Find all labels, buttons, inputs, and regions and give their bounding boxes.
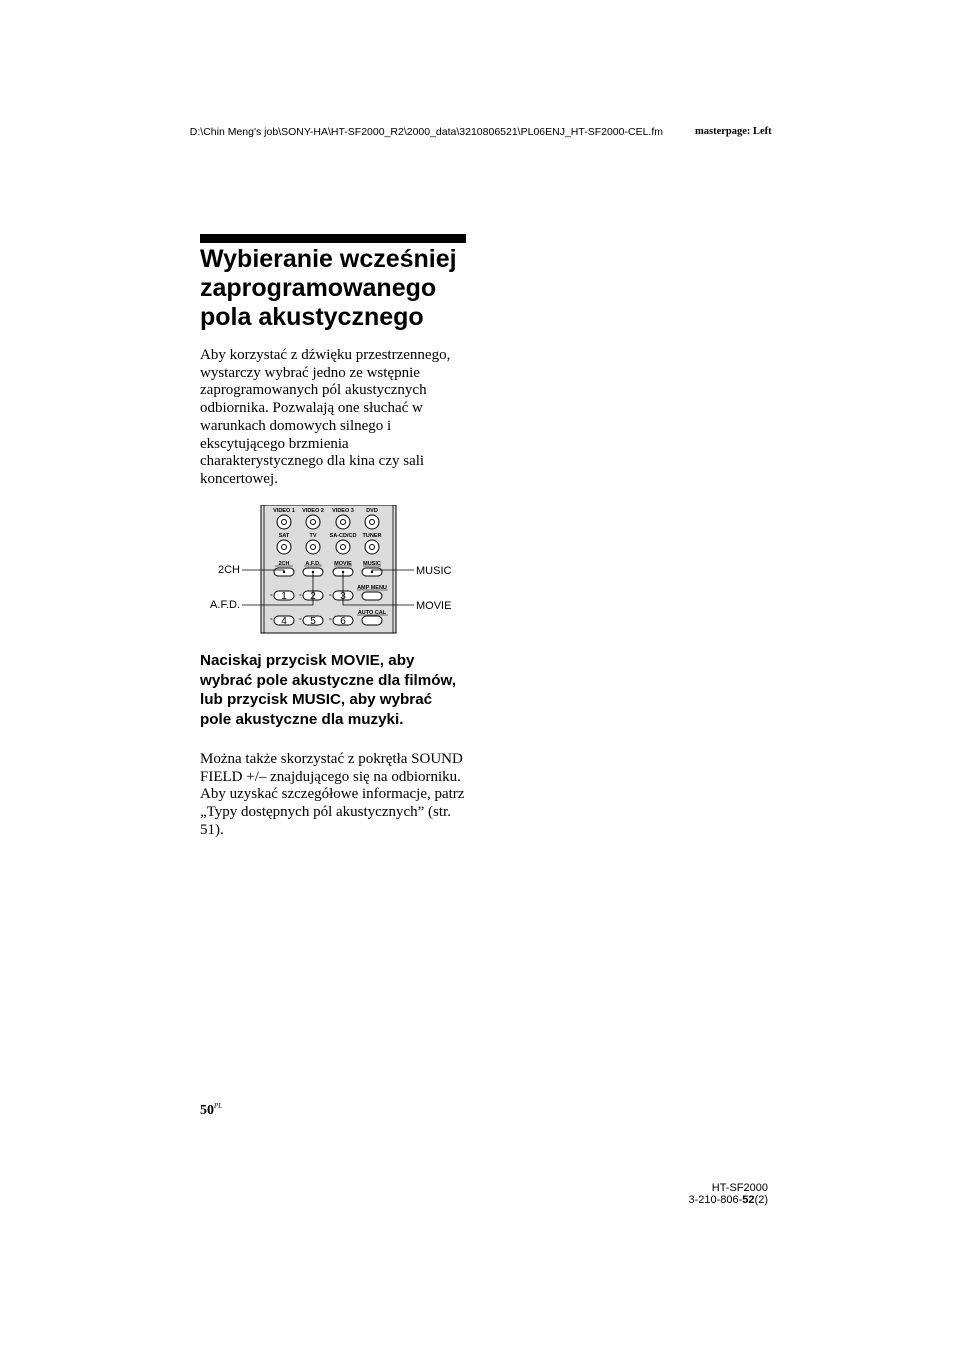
note-line-1: Można także skorzystać z pokrętła SOUND FIELD +/– znajdującego się na odbiorniku. xyxy=(200,751,463,785)
svg-text:°: ° xyxy=(299,618,302,625)
video1-button xyxy=(277,515,291,529)
num-5-label: 5 xyxy=(310,616,316,627)
label-video2: VIDEO 2 xyxy=(302,508,324,514)
callout-2ch: 2CH xyxy=(217,564,240,576)
page-number-value: 50 xyxy=(200,1103,214,1118)
num-2-label: 2 xyxy=(310,591,316,602)
video3-button xyxy=(336,515,350,529)
page-number xyxy=(200,1102,222,1119)
footer-model: HT-SF2000 xyxy=(711,1182,768,1194)
sacd-button xyxy=(336,540,350,554)
auto-cal-button xyxy=(362,616,382,625)
label-tv: TV xyxy=(309,533,317,539)
label-sat: SAT xyxy=(278,533,290,539)
label-auto-cal: AUTO CAL xyxy=(357,610,387,616)
dvd-button xyxy=(365,515,379,529)
label-afd: A.F.D. xyxy=(305,561,321,567)
amp-menu-button xyxy=(362,592,382,600)
label-video1: VIDEO 1 xyxy=(273,508,295,514)
svg-text:°: ° xyxy=(329,594,332,601)
title-rule xyxy=(200,234,466,243)
callout-movie: MOVIE xyxy=(416,600,452,612)
masterpage-label: masterpage: Left xyxy=(695,126,772,137)
callout-afd: A.F.D. xyxy=(210,599,240,611)
svg-text:°: ° xyxy=(270,618,273,625)
num-3-label: 3 xyxy=(340,591,346,602)
label-sacd: SA-CD/CD xyxy=(329,533,357,539)
footer-part-number: 3-210-806-52(2) xyxy=(688,1194,768,1206)
footer-code xyxy=(600,1182,768,1206)
tv-button xyxy=(306,540,320,554)
label-dvd: DVD xyxy=(366,508,378,514)
svg-text:°: ° xyxy=(299,594,302,601)
label-2ch: 2CH xyxy=(278,561,290,567)
label-tuner: TUNER xyxy=(362,533,382,539)
intro-paragraph: Aby korzystać z dźwięku przestrzennego, wystarczy wybrać jedno ze wstępnie zaprogramowanych pól akustycznych odbiornika. Pozwalają one słuchać w warunkach domowych silnego i ekscytującego brzmienia charakterystycznego dla kina czy sali koncertowej. xyxy=(200,347,451,487)
note-paragraph xyxy=(200,751,468,840)
num-1-label: 1 xyxy=(281,591,287,602)
label-movie: MOVIE xyxy=(334,561,352,567)
label-amp-menu: AMP MENU xyxy=(357,585,387,591)
svg-text:°: ° xyxy=(329,618,332,625)
label-music: MUSIC xyxy=(363,561,381,567)
num-6-label: 6 xyxy=(340,616,346,627)
callout-music: MUSIC xyxy=(416,565,452,577)
video2-button xyxy=(306,515,320,529)
page-title: Wybieranie wcześniej zaprogramowanego pola akustycznego xyxy=(200,245,457,331)
file-path-header: D:\Chin Meng's job\SONY-HA\HT-SF2000_R2\2000_data\3210806521\PL06ENJ_HT-SF2000-CEL.fm xyxy=(189,126,663,138)
label-video3: VIDEO 3 xyxy=(332,508,354,514)
sat-button xyxy=(277,540,291,554)
note-line-2: Aby uzyskać szczegółowe informacje, patrz „Typy dostępnych pól akustycznych” (str. 51). xyxy=(200,786,465,838)
num-4-label: 4 xyxy=(281,616,287,627)
page-lang: PL xyxy=(214,1102,223,1110)
tuner-button xyxy=(365,540,379,554)
remote-control-illustration xyxy=(200,505,470,635)
step-instruction: Naciskaj przycisk MOVIE, aby wybrać pole akustyczne dla filmów, lub przycisk MUSIC, aby wybrać pole akustyczne dla muzyki. xyxy=(200,652,457,728)
svg-text:°: ° xyxy=(270,594,273,601)
